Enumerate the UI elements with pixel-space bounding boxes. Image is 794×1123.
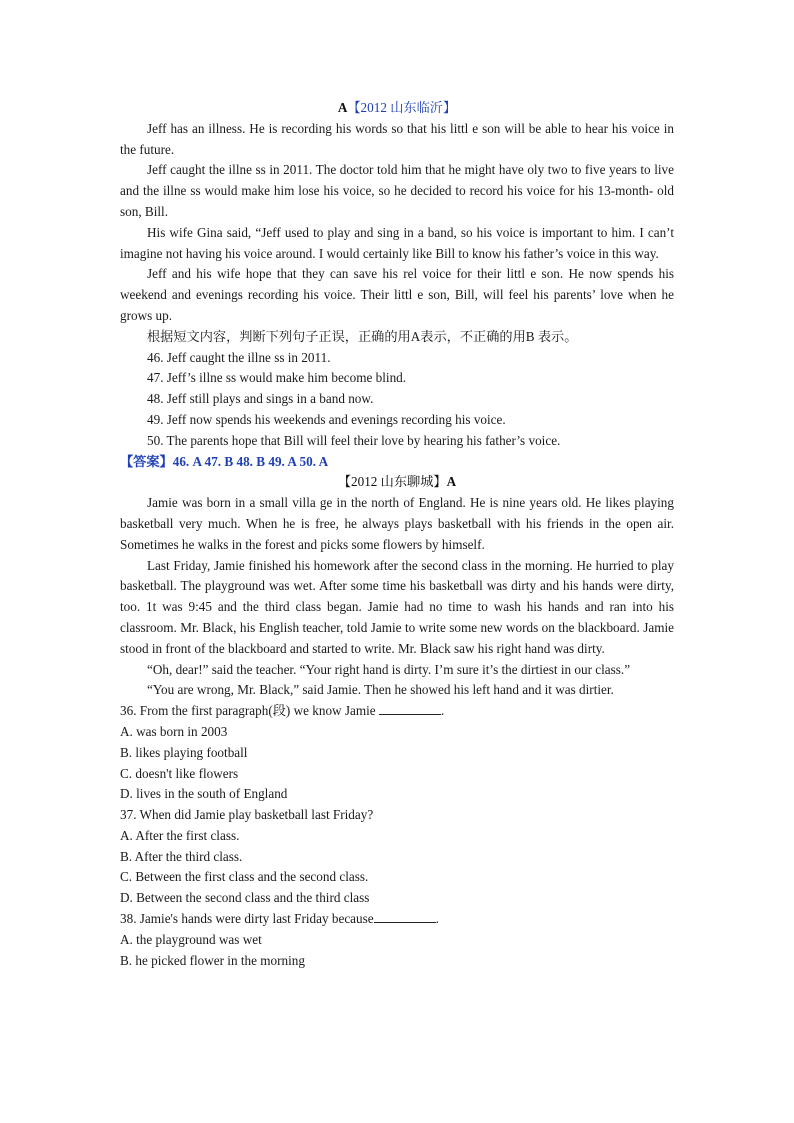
question-text: 38. Jamie's hands were dirty last Friday because <box>120 911 374 927</box>
paragraph: Last Friday, Jamie finished his homework after the second class in the morning. He hurried to play basketball. The playground was wet. After some time his basketball was dirty and his hands were dirty, too. 1t was 9:45 and the third class began. Jamie had no time to wash his hands and ran into his classroom. Mr. Black, his English teacher, told Jamie to write some new words on the blackboard. Jamie stood in front of the blackboard and started to write. Mr. Black saw his right hand was dirty. <box>120 557 674 656</box>
question-item: 50. The parents hope that Bill will feel their love by hearing his father’s voice. <box>147 432 561 448</box>
document-page <box>120 98 674 971</box>
option: B. likes playing football <box>120 744 248 760</box>
question-36: 36. From the first paragraph(段) we know Jamie . <box>120 703 445 719</box>
passage-a-heading <box>120 98 674 119</box>
heading-source: 【2012 山东聊城】 <box>337 474 447 490</box>
option: A. was born in 2003 <box>120 723 228 739</box>
paragraph: Jeff has an illness. He is recording his words so that his littl e son will be able to hear his voice in the future. <box>120 120 674 157</box>
paragraph: His wife Gina said, “Jeff used to play and sing in a band, so his voice is important to him. I can’t imagine not having his voice around. I would certainly like Bill to know his father’s voice in this way. <box>120 224 674 261</box>
paragraph: “Oh, dear!” said the teacher. “Your right hand is dirty. I’m sure it’s the dirtiest in our class.” <box>147 661 631 677</box>
instruction: 根据短文内容，判断下列句子正误，正确的用A表示，不正确的用B 表示。 <box>147 328 578 344</box>
heading-source: 【2012 山东临沂】 <box>347 100 457 115</box>
option: B. he picked flower in the morning <box>120 952 305 968</box>
paragraph: Jeff caught the illne ss in 2011. The doctor told him that he might have oly two to five years to live and the illne ss would make him lose his voice, so he decided to record his voice for his 13-month- old son, Bill. <box>120 162 674 219</box>
option: A. After the first class. <box>120 827 240 843</box>
option: C. doesn't like flowers <box>120 765 239 781</box>
answer-blank <box>374 910 436 923</box>
paragraph: Jeff and his wife hope that they can save his rel voice for their littl e son. He now spends his weekend and evenings recording his voice. Their littl e son, Bill, will feel his parents’ love when he grows up. <box>120 266 674 323</box>
question-37: 37. When did Jamie play basketball last Friday? <box>120 807 374 823</box>
option: C. Between the first class and the second class. <box>120 869 369 885</box>
answer-blank <box>379 702 441 715</box>
paragraph: “You are wrong, Mr. Black,” said Jamie. Then he showed his left hand and it was dirtier. <box>147 682 614 698</box>
question-item: 48. Jeff still plays and sings in a band now. <box>147 391 374 407</box>
paragraph: Jamie was born in a small villa ge in the north of England. He is nine years old. He likes playing basketball very much. When he is free, he always plays basketball with his friends in the open air. Sometimes he walks in the forest and picks some flowers by himself. <box>120 495 674 552</box>
option: A. the playground was wet <box>120 931 262 947</box>
passage-b-heading <box>120 472 674 493</box>
question-38: 38. Jamie's hands were dirty last Friday because . <box>120 911 439 927</box>
heading-letter: A <box>337 100 348 115</box>
option: B. After the third class. <box>120 848 243 864</box>
option: D. lives in the south of England <box>120 786 288 802</box>
answer-key: 【答案】46. A 47. B 48. B 49. A 50. A <box>120 453 329 469</box>
question-text: 36. From the first paragraph(段) we know Jamie <box>120 703 376 719</box>
option: D. Between the second class and the third class <box>120 890 370 906</box>
question-item: 46. Jeff caught the illne ss in 2011. <box>147 349 331 365</box>
question-item: 47. Jeff’s illne ss would make him become blind. <box>147 370 407 386</box>
question-item: 49. Jeff now spends his weekends and evenings recording his voice. <box>147 411 506 427</box>
heading-letter: A <box>446 474 457 490</box>
